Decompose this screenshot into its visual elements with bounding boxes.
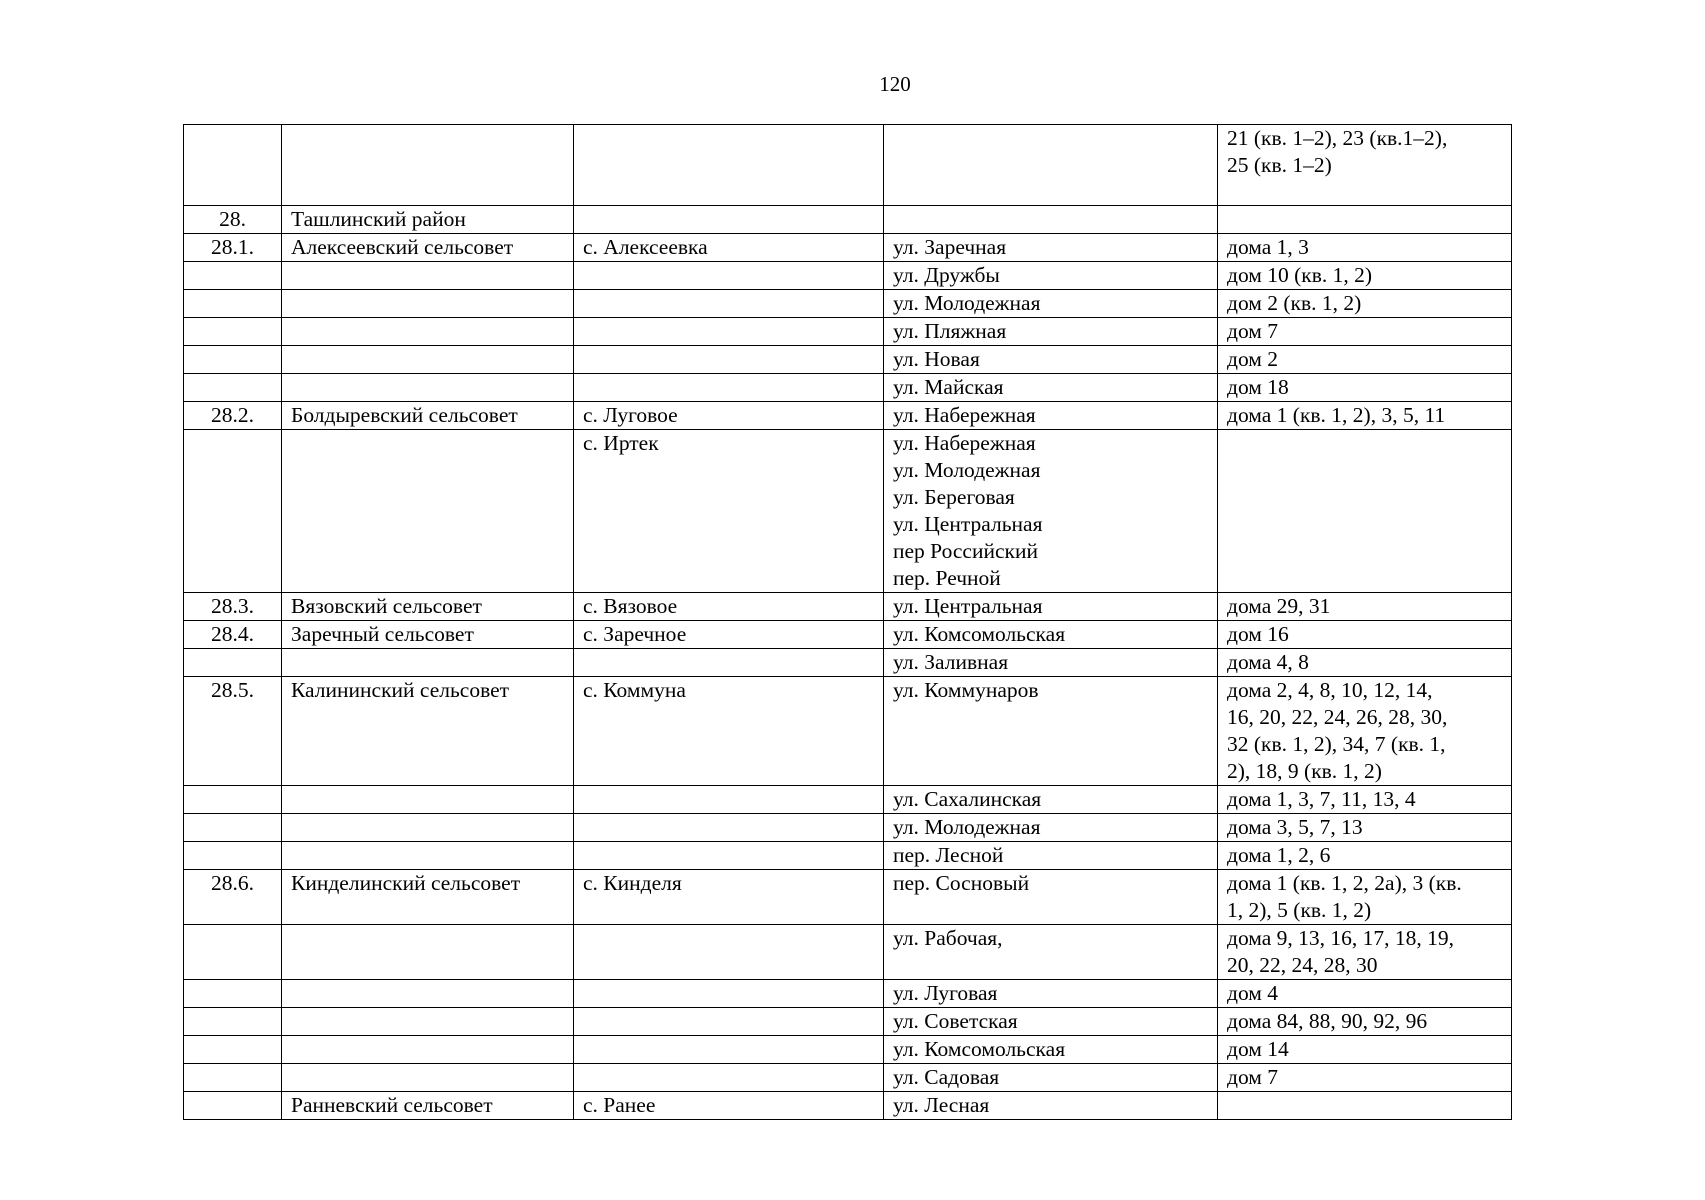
- settlement-cell: [574, 842, 884, 870]
- settlement-cell: с. Ранее: [574, 1092, 884, 1120]
- row-number-cell: [184, 290, 282, 318]
- houses-cell: дома 2, 4, 8, 10, 12, 14, 16, 20, 22, 24, 26, 28, 30, 32 (кв. 1, 2), 34, 7 (кв. 1, 2), 18, 9 (кв. 1, 2): [1218, 677, 1512, 786]
- municipality-cell: [282, 649, 574, 677]
- street-cell: [884, 206, 1218, 234]
- row-number-cell: [184, 786, 282, 814]
- row-number-cell: [184, 125, 282, 206]
- row-number-cell: [184, 430, 282, 593]
- houses-cell: дом 7: [1218, 318, 1512, 346]
- municipality-cell: [282, 1036, 574, 1064]
- houses-cell: [1218, 1092, 1512, 1120]
- settlement-cell: [574, 1036, 884, 1064]
- table-row: [184, 621, 1512, 649]
- street-cell: ул. Майская: [884, 374, 1218, 402]
- municipality-cell: [282, 786, 574, 814]
- municipality-cell: Болдыревский сельсовет: [282, 402, 574, 430]
- municipality-cell: Алексеевский сельсовет: [282, 234, 574, 262]
- municipality-cell: Заречный сельсовет: [282, 621, 574, 649]
- municipality-cell: [282, 262, 574, 290]
- settlement-cell: с. Алексеевка: [574, 234, 884, 262]
- settlement-cell: [574, 1064, 884, 1092]
- municipality-cell: [282, 430, 574, 593]
- table-row: [184, 842, 1512, 870]
- table-row: [184, 925, 1512, 980]
- street-cell: ул. Лесная: [884, 1092, 1218, 1120]
- table-row: [184, 870, 1512, 925]
- street-cell: пер. Сосновый: [884, 870, 1218, 925]
- houses-cell: дом 16: [1218, 621, 1512, 649]
- houses-cell: дома 29, 31: [1218, 593, 1512, 621]
- table-row: [184, 206, 1512, 234]
- table-row: [184, 262, 1512, 290]
- municipality-cell: Вязовский сельсовет: [282, 593, 574, 621]
- table-row: [184, 1092, 1512, 1120]
- street-cell: ул. Сахалинская: [884, 786, 1218, 814]
- row-number-cell: [184, 346, 282, 374]
- row-number-cell: [184, 1008, 282, 1036]
- houses-cell: дома 9, 13, 16, 17, 18, 19, 20, 22, 24, 28, 30: [1218, 925, 1512, 980]
- houses-cell: дома 1 (кв. 1, 2, 2а), 3 (кв. 1, 2), 5 (кв. 1, 2): [1218, 870, 1512, 925]
- row-number-cell: 28.4.: [184, 621, 282, 649]
- houses-cell: дома 1, 2, 6: [1218, 842, 1512, 870]
- row-number-cell: [184, 649, 282, 677]
- street-cell: ул. Набережная ул. Молодежная ул. Береговая ул. Центральная пер Российский пер. Речной: [884, 430, 1218, 593]
- street-cell: ул. Заливная: [884, 649, 1218, 677]
- municipality-cell: [282, 290, 574, 318]
- row-number-cell: [184, 374, 282, 402]
- municipality-cell: [282, 318, 574, 346]
- street-cell: ул. Садовая: [884, 1064, 1218, 1092]
- municipality-cell: [282, 1064, 574, 1092]
- street-cell: ул. Заречная: [884, 234, 1218, 262]
- settlement-cell: [574, 206, 884, 234]
- street-cell: ул. Комсомольская: [884, 1036, 1218, 1064]
- houses-cell: дома 3, 5, 7, 13: [1218, 814, 1512, 842]
- settlement-cell: с. Заречное: [574, 621, 884, 649]
- houses-cell: дом 14: [1218, 1036, 1512, 1064]
- street-cell: пер. Лесной: [884, 842, 1218, 870]
- municipality-cell: Ранневский сельсовет: [282, 1092, 574, 1120]
- municipality-cell: [282, 814, 574, 842]
- houses-cell: дом 7: [1218, 1064, 1512, 1092]
- settlement-cell: с. Иртек: [574, 430, 884, 593]
- table-row: [184, 290, 1512, 318]
- settlement-cell: [574, 814, 884, 842]
- row-number-cell: [184, 925, 282, 980]
- settlement-cell: [574, 262, 884, 290]
- settlement-cell: [574, 649, 884, 677]
- street-cell: ул. Молодежная: [884, 290, 1218, 318]
- settlement-cell: с. Луговое: [574, 402, 884, 430]
- houses-cell: 21 (кв. 1–2), 23 (кв.1–2), 25 (кв. 1–2): [1218, 125, 1512, 206]
- street-cell: ул. Дружбы: [884, 262, 1218, 290]
- table-row: [184, 786, 1512, 814]
- row-number-cell: 28.1.: [184, 234, 282, 262]
- houses-cell: дом 10 (кв. 1, 2): [1218, 262, 1512, 290]
- table-row: [184, 374, 1512, 402]
- houses-cell: дома 1 (кв. 1, 2), 3, 5, 11: [1218, 402, 1512, 430]
- table-row: [184, 402, 1512, 430]
- table-row: [184, 346, 1512, 374]
- settlement-cell: [574, 318, 884, 346]
- houses-cell: дома 1, 3, 7, 11, 13, 4: [1218, 786, 1512, 814]
- table-row: [184, 234, 1512, 262]
- table-row: [184, 980, 1512, 1008]
- municipality-cell: Кинделинский сельсовет: [282, 870, 574, 925]
- table-row: [184, 1008, 1512, 1036]
- houses-cell: дом 2 (кв. 1, 2): [1218, 290, 1512, 318]
- municipality-cell: Ташлинский район: [282, 206, 574, 234]
- table-row: [184, 677, 1512, 786]
- row-number-cell: [184, 318, 282, 346]
- row-number-cell: [184, 814, 282, 842]
- street-cell: [884, 125, 1218, 206]
- street-cell: ул. Рабочая,: [884, 925, 1218, 980]
- settlement-cell: [574, 925, 884, 980]
- row-number-cell: 28.: [184, 206, 282, 234]
- houses-cell: дома 1, 3: [1218, 234, 1512, 262]
- street-cell: ул. Центральная: [884, 593, 1218, 621]
- settlement-cell: с. Кинделя: [574, 870, 884, 925]
- houses-cell: дом 18: [1218, 374, 1512, 402]
- municipality-cell: [282, 374, 574, 402]
- houses-cell: дома 4, 8: [1218, 649, 1512, 677]
- row-number-cell: [184, 262, 282, 290]
- address-table-body: [184, 125, 1512, 1120]
- municipality-cell: [282, 1008, 574, 1036]
- settlement-cell: [574, 374, 884, 402]
- row-number-cell: [184, 980, 282, 1008]
- settlement-cell: [574, 125, 884, 206]
- street-cell: ул. Коммунаров: [884, 677, 1218, 786]
- page-number: 120: [879, 72, 911, 96]
- table-row: [184, 1036, 1512, 1064]
- table-row: [184, 430, 1512, 593]
- houses-cell: [1218, 206, 1512, 234]
- address-table: [183, 124, 1512, 1120]
- street-cell: ул. Луговая: [884, 980, 1218, 1008]
- row-number-cell: 28.3.: [184, 593, 282, 621]
- settlement-cell: [574, 980, 884, 1008]
- table-row: [184, 593, 1512, 621]
- street-cell: ул. Набережная: [884, 402, 1218, 430]
- houses-cell: дом 2: [1218, 346, 1512, 374]
- houses-cell: [1218, 430, 1512, 593]
- houses-cell: дом 4: [1218, 980, 1512, 1008]
- settlement-cell: [574, 346, 884, 374]
- street-cell: ул. Молодежная: [884, 814, 1218, 842]
- settlement-cell: с. Коммуна: [574, 677, 884, 786]
- settlement-cell: [574, 786, 884, 814]
- street-cell: ул. Пляжная: [884, 318, 1218, 346]
- row-number-cell: 28.2.: [184, 402, 282, 430]
- street-cell: ул. Советская: [884, 1008, 1218, 1036]
- municipality-cell: [282, 980, 574, 1008]
- municipality-cell: Калининский сельсовет: [282, 677, 574, 786]
- settlement-cell: [574, 290, 884, 318]
- row-number-cell: [184, 842, 282, 870]
- municipality-cell: [282, 842, 574, 870]
- settlement-cell: [574, 1008, 884, 1036]
- table-row: [184, 125, 1512, 206]
- street-cell: ул. Новая: [884, 346, 1218, 374]
- table-row: [184, 1064, 1512, 1092]
- row-number-cell: [184, 1036, 282, 1064]
- houses-cell: дома 84, 88, 90, 92, 96: [1218, 1008, 1512, 1036]
- municipality-cell: [282, 125, 574, 206]
- municipality-cell: [282, 346, 574, 374]
- row-number-cell: [184, 1064, 282, 1092]
- row-number-cell: [184, 1092, 282, 1120]
- municipality-cell: [282, 925, 574, 980]
- street-cell: ул. Комсомольская: [884, 621, 1218, 649]
- table-row: [184, 814, 1512, 842]
- table-row: [184, 649, 1512, 677]
- row-number-cell: 28.5.: [184, 677, 282, 786]
- table-row: [184, 318, 1512, 346]
- settlement-cell: с. Вязовое: [574, 593, 884, 621]
- row-number-cell: 28.6.: [184, 870, 282, 925]
